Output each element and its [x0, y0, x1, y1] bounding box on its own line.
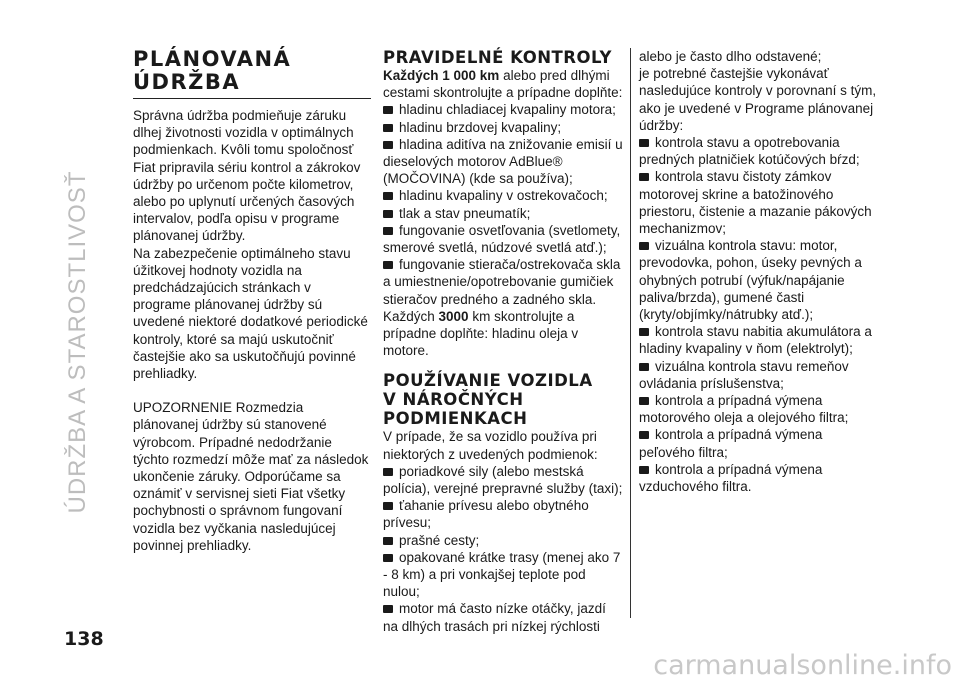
- paragraph-frequent-checks: je potrebné častejšie vykonávať nasledujúce kontroly v porovnaní s tým, ako je uvedené v Programe plánovanej údržby:: [639, 66, 877, 133]
- list-item: hladina aditíva na znižovanie emisií u dieselových motorov AdBlue® (MOČOVINA) (kde sa používa);: [383, 136, 623, 187]
- column-regular-checks: [383, 48, 631, 634]
- list-item: tlak a stav pneumatík;: [383, 205, 623, 222]
- list-item: prašné cesty;: [383, 532, 623, 549]
- after-rest: km skontrolujte a prípadne doplňte: hladinu oleja v motore.: [383, 308, 579, 359]
- list-item: kontrola stavu nabitia akumulátora a hladiny kvapaliny v ňom (elektrolyt);: [639, 323, 879, 357]
- paragraph-every-1000km: [383, 67, 623, 101]
- heading-line-3: PODMIENKACH: [383, 409, 528, 429]
- list-item: poriadkové sily (alebo mestská polícia), verejné prepravné služby (taxi);: [383, 463, 623, 497]
- paragraph-every-3000km: [383, 308, 623, 360]
- frequent-checks-list: [639, 134, 879, 495]
- list-item: motor má často nízke otáčky, jazdí na dlhých trasách pri nízkej rýchlosti: [383, 600, 623, 634]
- list-item: kontrola a prípadná výmena motorového oleja a olejového filtra;: [639, 392, 879, 426]
- paragraph-conditions: V prípade, že sa vozidlo používa pri niektorých z uvedených podmienok:: [383, 429, 598, 462]
- list-item: kontrola stavu a opotrebovania predných platničiek kotúčových bŕzd;: [639, 134, 879, 168]
- column-frequent-checks: [639, 48, 879, 495]
- list-item: opakované krátke trasy (menej ako 7 - 8 km) a pri vonkajšej teplote pod nulou;: [383, 549, 623, 601]
- paragraph-optimal-state: Na zabezpečenie optimálneho stavu úžitkovej hodnoty vozidla na predchádzajúcich stránkach v programe plánovanej údržby sú uvedené niektoré dodatkové periodické kontroly, ktoré sa majú uskutočniť častejšie ako sa uskutočňujú povinné prehliadky.: [133, 245, 368, 382]
- section-heading-regular-checks: PRAVIDELNÉ KONTROLY: [383, 48, 612, 67]
- list-item: hladinu chladiacej kvapaliny motora;: [383, 101, 623, 118]
- list-item: fungovanie osvetľovania (svetlomety, smerové svetlá, núdzové svetlá atď.);: [383, 222, 623, 256]
- list-item: ťahanie prívesu alebo obytného prívesu;: [383, 497, 623, 531]
- heading-line-1: PLÁNOVANÁ: [133, 47, 292, 71]
- paragraph-warning: UPOZORNENIE Rozmedzia plánovanej údržby sú stanovené výrobcom. Prípadné nedodržanie týchto rozmedzí môže mať za následok ukončenie záruky. Odporúčame sa oznámiť v servisnej sieti Fiat všetky pochybnosti o správnom fungovaní vozidla bez vyčkania nasledujúcej povinnej prehliadky.: [133, 400, 369, 553]
- list-item: kontrola stavu čistoty zámkov motorovej skrine a batožinového priestoru, čistenie a mazanie pákových mechanizmov;: [639, 168, 879, 237]
- list-item: hladinu brzdovej kvapaliny;: [383, 119, 623, 136]
- paragraph-continuation: alebo je často dlho odstavené;: [639, 49, 822, 64]
- list-item: kontrola a prípadná výmena vzduchového filtra.: [639, 461, 879, 495]
- list-item: kontrola a prípadná výmena peľového filtra;: [639, 426, 879, 460]
- section-heading-harsh-conditions: [383, 371, 623, 428]
- conditions-list: [383, 463, 623, 635]
- list-item: fungovanie stierača/ostrekovača skla a umiestnenie/opotrebovanie gumičiek stieračov predného a zadného skla.: [383, 256, 623, 308]
- heading-line-2: V NÁROČNÝCH: [383, 390, 524, 410]
- section-heading-planned-maintenance: [133, 48, 371, 99]
- check-list-1000km: [383, 101, 623, 307]
- heading-line-1: POUŽÍVANIE VOZIDLA: [383, 371, 593, 391]
- interval-1000km: Každých 1 000 km: [383, 68, 500, 83]
- chapter-side-title: ÚDRŽBA A STAROSTLIVOSŤ: [64, 170, 91, 514]
- list-item: hladinu kvapaliny v ostrekovačoch;: [383, 187, 623, 204]
- list-item: vizuálna kontrola stavu remeňov ovládania príslušenstva;: [639, 358, 879, 392]
- watermark-text: carmanualsonline.info: [653, 650, 952, 681]
- column-planned-maintenance: [133, 48, 371, 554]
- list-item: vizuálna kontrola stavu: motor, prevodovka, pohon, úseky pevných a ohybných potrubí (výfuk/napájanie paliva/brzda), gumené časti (kryty/objímky/nátrubky atď.);: [639, 237, 879, 323]
- interval-3000km: 3000: [438, 308, 469, 324]
- page-number: 138: [64, 628, 104, 650]
- heading-line-2: ÚDRŽBA: [133, 70, 241, 94]
- paragraph-intro: Správna údržba podmieňuje záruku dlhej životnosti vozidla v optimálnych podmienkach. Kvôli tomu spoločnosť Fiat pripravila sériu kontrol a zákrokov údržby po určenom počte kilometrov, alebo po uplynutí určených časových intervalov, podľa opisu v programe plánovanej údržby.: [133, 108, 361, 244]
- after-prefix: Každých: [383, 308, 439, 324]
- intro-rest: alebo pred dlhými cestami skontrolujte a prípadne doplňte:: [383, 68, 623, 101]
